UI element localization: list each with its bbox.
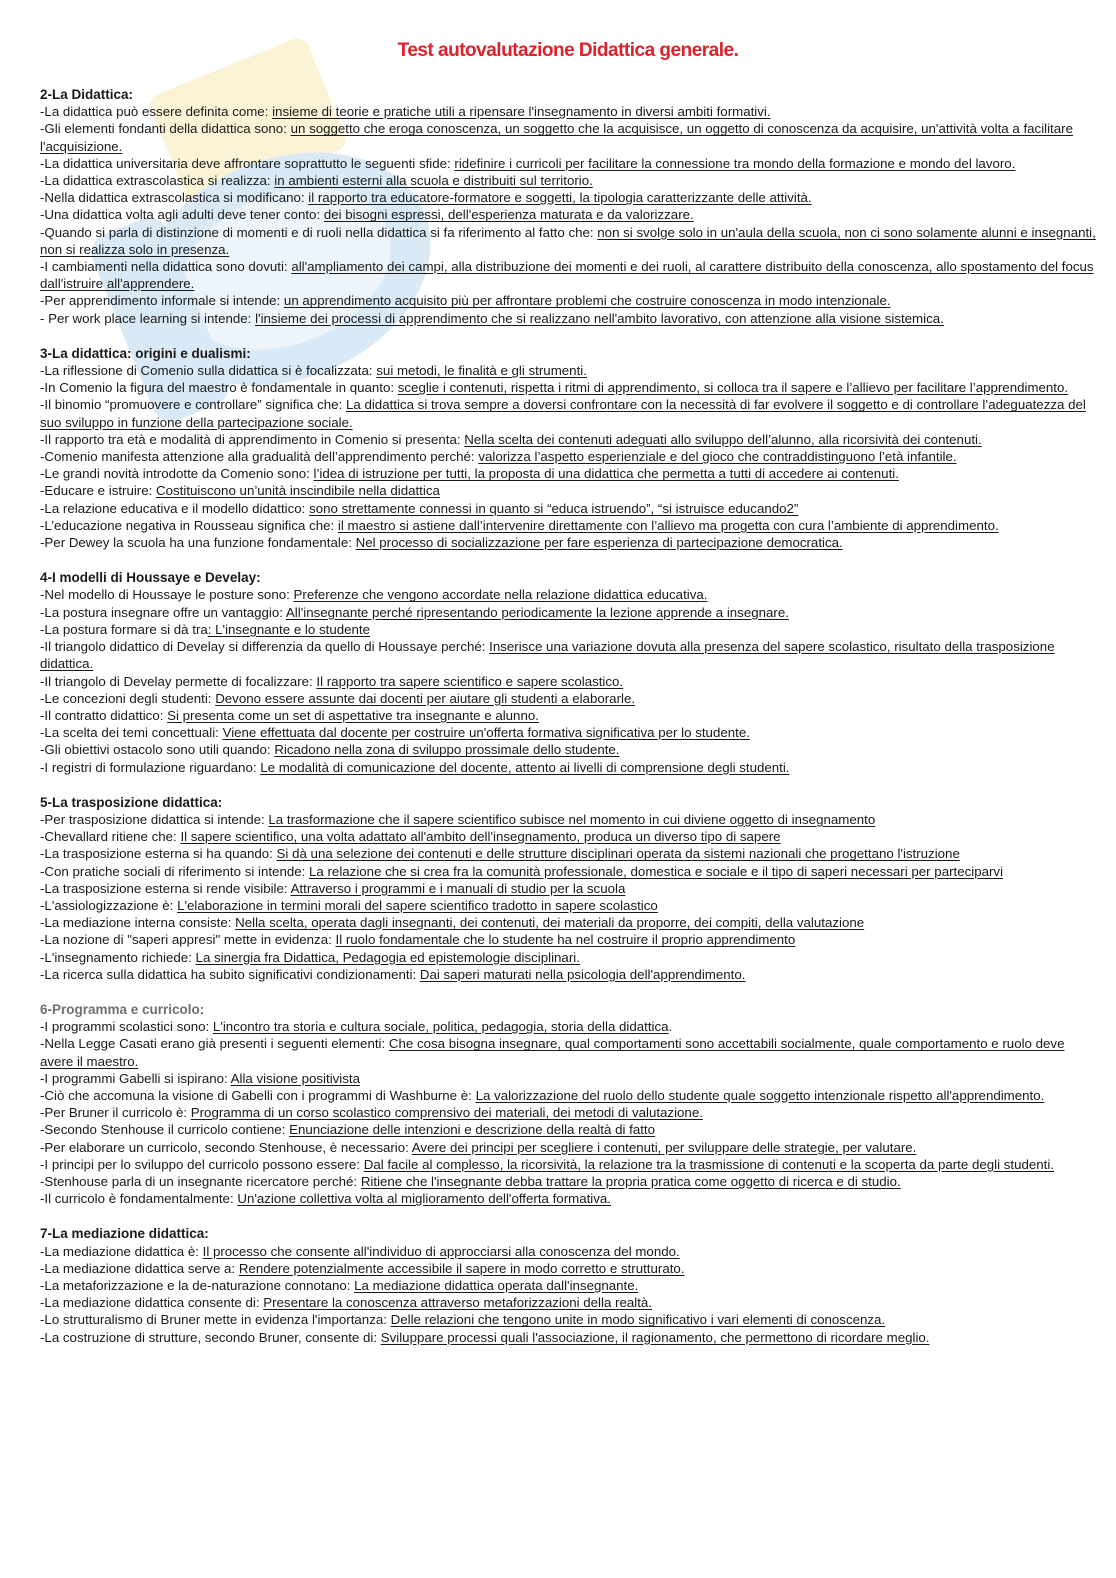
qa-line: -La scelta dei temi concettuali: Viene effettuata dal docente per costruire un'offerta formativa significativa per lo studente.: [40, 725, 750, 741]
qa-line: -Con pratiche sociali di riferimento si intende: La relazione che si crea fra la comunità professionale, domestica e sociale e il tipo di saperi necessari per parteciparvi: [40, 863, 1004, 879]
qa-line: -I cambiamenti nella didattica sono dovuti: all'ampliamento dei campi, alla distribuzione dei momenti e dei ruoli, al carattere distribuito della conoscenza, allo spostamento del focus dall'istruire all'apprendere.: [40, 259, 1094, 292]
qa-line: -Nel modello di Houssaye le posture sono: Preferenze che vengono accordate nella relazione didattica educativa.: [40, 587, 708, 603]
qa-line: -Chevallard ritiene che: Il sapere scientifico, una volta adattato all'ambito dell'insegnamento, produca un diverso tipo di sapere: [40, 829, 781, 845]
qa-line: -La nozione di "saperi appresi" mette in evidenza: Il ruolo fondamentale che lo studente ha nel costruire il proprio apprendimento: [40, 932, 796, 948]
qa-line: -La costruzione di strutture, secondo Bruner, consente di: Sviluppare processi quali l'associazione, il ragionamento, che permettono di ricordare meglio.: [40, 1329, 930, 1345]
qa-line: -Quando si parla di distinzione di momenti e di ruoli nella didattica si fa riferimento al fatto che: non si svolge solo in un'aula della scuola, non ci sono solamente alunni e insegnanti, non si realizza solo in presenza.: [40, 224, 1096, 257]
qa-line: -Per elaborare un curricolo, secondo Stenhouse, è necessario: Avere dei principi per scegliere i contenuti, per sviluppare delle strategie, per valutare.: [40, 1139, 917, 1155]
qa-line: -La mediazione didattica consente di: Presentare la conoscenza attraverso metaforizzazioni della realtà.: [40, 1295, 652, 1311]
qa-line: -Il triangolo didattico di Develay si differenzia da quello di Houssaye perché: Inserisce una variazione dovuta alla presenza del sapere scolastico, risultato della trasposizione didattica.: [40, 639, 1055, 672]
section-heading: 4-I modelli di Houssaye e Develay:: [40, 570, 261, 586]
section-heading: 7-La mediazione didattica:: [40, 1226, 209, 1242]
section-houssaye-develay: [40, 569, 1096, 775]
qa-line: -In Comenio la figura del maestro è fondamentale in quanto: sceglie i contenuti, rispetta i ritmi di apprendimento, si colloca tra il sapere e l’allievo per facilitare l’apprendimento.: [40, 380, 1069, 396]
qa-line: -Le concezioni degli studenti: Devono essere assunte dai docenti per aiutare gli studenti a elaborarle.: [40, 690, 636, 706]
section-la-didattica: [40, 86, 1096, 327]
qa-line: -I programmi Gabelli si ispirano: Alla visione positivista: [40, 1070, 360, 1086]
qa-line: -Lo strutturalismo di Bruner mette in evidenza l'importanza: Delle relazioni che tengono unite in modo significativo i vari elementi di conoscenza.: [40, 1312, 886, 1328]
qa-line: -Per Bruner il curricolo è: Programma di un corso scolastico comprensivo dei materiali, dei metodi di valutazione.: [40, 1105, 703, 1121]
qa-line: -L’educazione negativa in Rousseau significa che: il maestro si astiene dall’intervenire direttamente con l’allievo ma progetta con cura l’ambiente di apprendimento.: [40, 517, 999, 533]
qa-line: -Ciò che accomuna la visione di Gabelli con i programmi di Washburne è: La valorizzazione del ruolo dello studente quale soggetto intenzionale rispetto all'apprendimento.: [40, 1087, 1045, 1103]
qa-line: -Comenio manifesta attenzione alla gradualità dell’apprendimento perché: valorizza l’aspetto esperienziale e del gioco che contraddistinguono l’età infantile.: [40, 449, 957, 465]
qa-line: -Gli obiettivi ostacolo sono utili quando: Ricadono nella zona di sviluppo prossimale dello studente.: [40, 742, 620, 758]
qa-line: -I principi per lo sviluppo del curricolo possono essere: Dal facile al complesso, la ricorsività, la relazione tra la trasmissione di contenuti e la scoperta da parte degli studenti.: [40, 1156, 1055, 1172]
qa-line: -Le grandi novità introdotte da Comenio sono: l’idea di istruzione per tutti, la proposta di una didattica che permetta a tutti di accedere ai contenuti.: [40, 466, 899, 482]
qa-line: -La ricerca sulla didattica ha subito significativi condizionamenti: Dai saperi maturati nella psicologia dell'apprendimento.: [40, 966, 746, 982]
qa-line: -L'insegnamento richiede: La sinergia fra Didattica, Pedagogia ed epistemologie disciplinari.: [40, 949, 580, 965]
qa-line: -Il binomio “promuovere e controllare” significa che: La didattica si trova sempre a doversi confrontare con la necessità di far evolvere il soggetto e di controllare l’adeguatezza del suo sviluppo in funzione della partecipazione sociale.: [40, 397, 1086, 430]
section-mediazione: [40, 1225, 1096, 1345]
qa-line: -Stenhouse parla di un insegnante ricercatore perché: Ritiene che l'insegnante debba trattare la propria pratica come oggetto di ricerca e di studio.: [40, 1173, 901, 1189]
section-heading: 5-La trasposizione didattica:: [40, 794, 223, 810]
qa-line: -Il curricolo è fondamentalmente: Un'azione collettiva volta al miglioramento dell'offerta formativa.: [40, 1191, 611, 1207]
qa-line: -La postura formare si dà tra: L'insegnante e lo studente: [40, 621, 370, 637]
qa-line: -Per trasposizione didattica si intende: La trasformazione che il sapere scientifico subisce nel momento in cui diviene oggetto di insegnamento: [40, 811, 876, 827]
qa-line: -Il contratto didattico: Si presenta come un set di aspettative tra insegnante e alunno.: [40, 707, 539, 723]
qa-line: -La mediazione interna consiste: Nella scelta, operata dagli insegnanti, dei contenuti, dei materiali da proporre, dei compiti, della valutazione: [40, 915, 865, 931]
qa-line: -La riflessione di Comenio sulla didattica si è focalizzata: sui metodi, le finalità e gli strumenti.: [40, 363, 587, 379]
qa-line: -Una didattica volta agli adulti deve tener conto: dei bisogni espressi, dell'esperienza maturata e da valorizzare.: [40, 207, 694, 223]
qa-line: -Il triangolo di Develay permette di focalizzare: Il rapporto tra sapere scientifico e sapere scolastico.: [40, 673, 624, 689]
qa-line: -La postura insegnare offre un vantaggio: All'insegnante perché ripresentando periodicamente la lezione apprende a insegnare.: [40, 604, 789, 620]
qa-line: -La mediazione didattica è: Il processo che consente all'individuo di approcciarsi alla conoscenza del mondo.: [40, 1243, 680, 1259]
section-heading: 2-La Didattica:: [40, 87, 134, 102]
qa-line: -La mediazione didattica serve a: Rendere potenzialmente accessibile il sapere in modo corretto e strutturato.: [40, 1260, 685, 1276]
qa-line: -La relazione educativa e il modello didattico: sono strettamente connessi in quanto si “educa istruendo”, “si istruisce educando2”: [40, 500, 799, 516]
qa-line: -L'assiologizzazione è: L'elaborazione in termini morali del sapere scientifico tradotto in sapere scolastico: [40, 897, 658, 913]
qa-line: -La didattica può essere definita come: insieme di teorie e pratiche utili a ripensare l'insegnamento in diversi ambiti formativi.: [40, 104, 771, 120]
document-title: Test autovalutazione Didattica generale.: [397, 40, 739, 61]
qa-line: -I registri di formulazione riguardano: Le modalità di comunicazione del docente, attento ai livelli di comprensione degli studenti.: [40, 759, 790, 775]
qa-line: -Educare e istruire: Costituiscono un’unità inscindibile nella didattica: [40, 483, 440, 499]
qa-line: - Per work place learning si intende: l'insieme dei processi di apprendimento che si realizzano nell'ambito lavorativo, con attenzione alla visione sistemica.: [40, 310, 944, 326]
section-programma-curricolo: [40, 1001, 1096, 1207]
qa-line: -Per Dewey la scuola ha una funzione fondamentale: Nel processo di socializzazione per fare esperienza di partecipazione democratica.: [40, 535, 843, 551]
qa-line: -Il rapporto tra età e modalità di apprendimento in Comenio si presenta: Nella scelta dei contenuti adeguati allo sviluppo dell’alunno, alla ricorsività dei contenuti.: [40, 431, 982, 447]
section-heading: 3-La didattica: origini e dualismi:: [40, 345, 251, 361]
qa-line: -La metaforizzazione e la de-naturazione connotano: La mediazione didattica operata dall'insegnante.: [40, 1278, 639, 1293]
document-page: [40, 40, 1096, 1364]
qa-line: -La didattica universitaria deve affrontare soprattutto le seguenti sfide: ridefinire i curricoli per facilitare la connessione tra mondo della formazione e mondo del lavoro.: [40, 155, 1016, 171]
qa-line: -Nella didattica extrascolastica si modificano: il rapporto tra educatore-formatore e soggetti, la tipologia caratterizzante delle attività.: [40, 190, 812, 206]
section-heading: 6-Programma e curricolo:: [40, 1001, 205, 1017]
section-origini-dualismi: [40, 345, 1096, 551]
qa-line: -Nella Legge Casati erano già presenti i seguenti elementi: Che cosa bisogna insegnare, qual comportamenti sono accettabili socialmente, quale comportamento e ruolo deve avere il maestro.: [40, 1036, 1065, 1069]
qa-line: -Per apprendimento informale si intende: un apprendimento acquisito più per affrontare problemi che costruire conoscenza in modo intenzionale.: [40, 293, 891, 309]
qa-line: -I programmi scolastici sono: L'incontro tra storia e cultura sociale, politica, pedagogia, storia della didattica.: [40, 1019, 673, 1035]
qa-line: -La trasposizione esterna si rende visibile: Attraverso i programmi e i manuali di studio per la scuola: [40, 880, 626, 896]
qa-line: -Gli elementi fondanti della didattica sono: un soggetto che eroga conoscenza, un soggetto che la acquisisce, un oggetto di conoscenza da acquisire, un'attività volta a facilitare l'acquisizione.: [40, 121, 1073, 154]
qa-line: -La didattica extrascolastica si realizza: in ambienti esterni alla scuola e distribuiti sul territorio.: [40, 173, 593, 189]
section-trasposizione: [40, 794, 1096, 983]
qa-line: -Secondo Stenhouse il curricolo contiene: Enunciazione delle intenzioni e descrizione della realtà di fatto: [40, 1122, 656, 1138]
qa-line: -La trasposizione esterna si ha quando: Si dà una selezione dei contenuti e delle strutture disciplinari operata da sistemi nazionali che progettano l'istruzione: [40, 846, 960, 862]
